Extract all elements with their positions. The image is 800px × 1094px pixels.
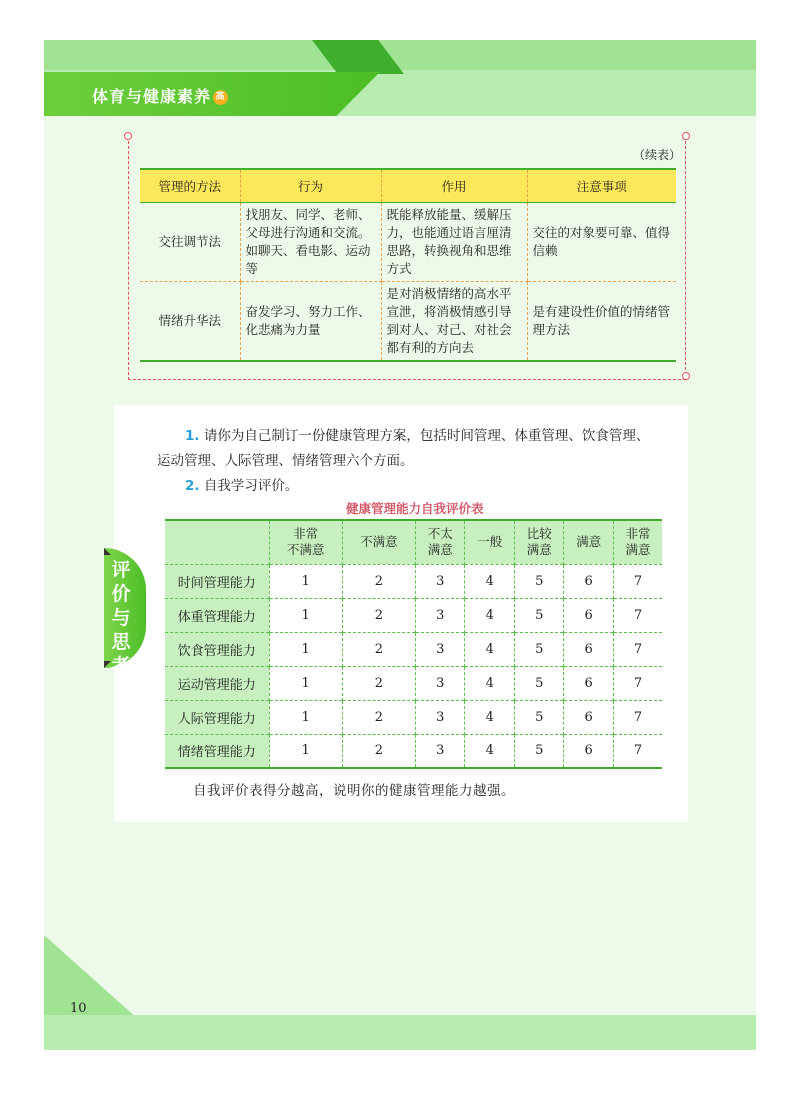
header-line: 满意 (427, 542, 453, 558)
ability-label: 人际管理能力 (165, 700, 269, 734)
method-name: 交往调节法 (140, 202, 240, 281)
book-title-text: 体育与健康素养 (92, 87, 212, 106)
method-behavior: 奋发学习、努力工作、化悲痛为力量 (240, 281, 381, 361)
table-row (165, 700, 662, 734)
methods-table (140, 168, 676, 362)
rating-score: 3 (416, 734, 465, 768)
ability-label: 饮食管理能力 (165, 632, 269, 666)
ability-label: 体重管理能力 (165, 598, 269, 632)
table-row (165, 564, 662, 598)
rating-score: 5 (514, 666, 563, 700)
rating-score: 4 (465, 564, 514, 598)
rating-score: 5 (514, 598, 563, 632)
side-tick (104, 548, 111, 555)
rating-header-row (165, 520, 662, 564)
rating-score: 3 (416, 564, 465, 598)
rating-score: 7 (613, 700, 662, 734)
rating-score: 1 (269, 700, 342, 734)
ability-label: 运动管理能力 (165, 666, 269, 700)
rating-score: 1 (269, 564, 342, 598)
ability-label: 情绪管理能力 (165, 734, 269, 768)
frame-dot (682, 132, 690, 140)
page-number: 10 (70, 1001, 87, 1016)
header-line: 满意 (526, 542, 552, 558)
rating-score: 2 (342, 598, 415, 632)
rating-header (564, 520, 613, 564)
header-line: 满意 (625, 542, 651, 558)
question-text: 请你为自己制订一份健康管理方案，包括时间管理、体重管理、饮食管理、 (203, 428, 650, 444)
rating-score: 6 (564, 700, 613, 734)
table-row (165, 734, 662, 768)
header-line: 不满意 (360, 534, 398, 550)
rating-score: 4 (465, 632, 514, 666)
methods-header-row (140, 169, 676, 202)
rating-score: 7 (613, 632, 662, 666)
corner-header (165, 520, 269, 564)
rating-header (465, 520, 514, 564)
rating-score: 5 (514, 564, 563, 598)
rating-table-title: 健康管理能力自我评价表 (346, 501, 484, 516)
method-notes: 交往的对象要可靠、值得信赖 (527, 202, 676, 281)
header-line: 满意 (576, 534, 602, 550)
method-name: 情绪升华法 (140, 281, 240, 361)
rating-score: 3 (416, 700, 465, 734)
rating-header (613, 520, 662, 564)
header-line: 不太 (427, 526, 453, 542)
header-line: 比较 (526, 526, 552, 542)
rating-score: 7 (613, 598, 662, 632)
frame-dot (124, 132, 132, 140)
rating-score: 1 (269, 632, 342, 666)
rating-score: 6 (564, 734, 613, 768)
book-title (92, 84, 228, 107)
question-number: 2. (185, 478, 200, 494)
side-tab-label: 评价与思考 (111, 559, 131, 677)
column-header: 管理的方法 (140, 169, 240, 202)
evaluation-note: 自我评价表得分越高，说明你的健康管理能力越强。 (193, 783, 515, 799)
question-2 (185, 474, 298, 494)
rating-header (269, 520, 342, 564)
rating-score: 2 (342, 734, 415, 768)
book-badge: 高 (213, 90, 228, 105)
header-line: 非常 (293, 526, 319, 542)
column-header: 作用 (381, 169, 527, 202)
rating-header (416, 520, 465, 564)
rating-score: 2 (342, 666, 415, 700)
rating-score: 4 (465, 666, 514, 700)
rating-score: 6 (564, 598, 613, 632)
frame-dot (682, 372, 690, 380)
rating-score: 1 (269, 598, 342, 632)
method-notes: 是有建设性价值的情绪管理方法 (527, 281, 676, 361)
rating-score: 6 (564, 564, 613, 598)
rating-score: 7 (613, 734, 662, 768)
header-line: 一般 (477, 534, 503, 550)
rating-score: 5 (514, 700, 563, 734)
question-1 (185, 424, 649, 444)
question-1-continued: 运动管理、人际管理、情绪管理六个方面。 (157, 453, 414, 469)
rating-score: 4 (465, 598, 514, 632)
rating-score: 7 (613, 564, 662, 598)
rating-score: 3 (416, 666, 465, 700)
header-line: 不满意 (286, 542, 325, 558)
table-row (140, 202, 676, 281)
method-effect: 是对消极情绪的高水平宣泄，将消极情感引导到对人、对己、对社会都有利的方向去 (381, 281, 527, 361)
table-row (165, 666, 662, 700)
rating-score: 1 (269, 666, 342, 700)
rating-header (514, 520, 563, 564)
header-line: 非常 (625, 526, 651, 542)
rating-score: 4 (465, 700, 514, 734)
rating-score: 6 (564, 666, 613, 700)
rating-score: 4 (465, 734, 514, 768)
rating-score: 3 (416, 598, 465, 632)
method-behavior: 找朋友、同学、老师、父母进行沟通和交流。如聊天、看电影、运动等 (240, 202, 381, 281)
rating-score: 5 (514, 632, 563, 666)
rating-score: 2 (342, 564, 415, 598)
question-number: 1. (185, 428, 200, 444)
rating-body (165, 564, 662, 768)
table-row (140, 281, 676, 361)
table-row (165, 598, 662, 632)
rating-table (165, 519, 662, 769)
table-row (165, 632, 662, 666)
top-band-stripe (44, 40, 756, 70)
rating-score: 1 (269, 734, 342, 768)
column-header: 行为 (240, 169, 381, 202)
rating-score: 2 (342, 632, 415, 666)
continued-label: （续表） (633, 148, 682, 162)
rating-score: 7 (613, 666, 662, 700)
column-header: 注意事项 (527, 169, 676, 202)
rating-score: 5 (514, 734, 563, 768)
rating-score: 3 (416, 632, 465, 666)
bottom-band (44, 1015, 756, 1050)
ability-label: 时间管理能力 (165, 564, 269, 598)
rating-score: 2 (342, 700, 415, 734)
rating-score: 6 (564, 632, 613, 666)
method-effect: 既能释放能量、缓解压力，也能通过语言厘清思路，转换视角和思维方式 (381, 202, 527, 281)
rating-header (342, 520, 415, 564)
question-text: 自我学习评价。 (203, 478, 299, 494)
